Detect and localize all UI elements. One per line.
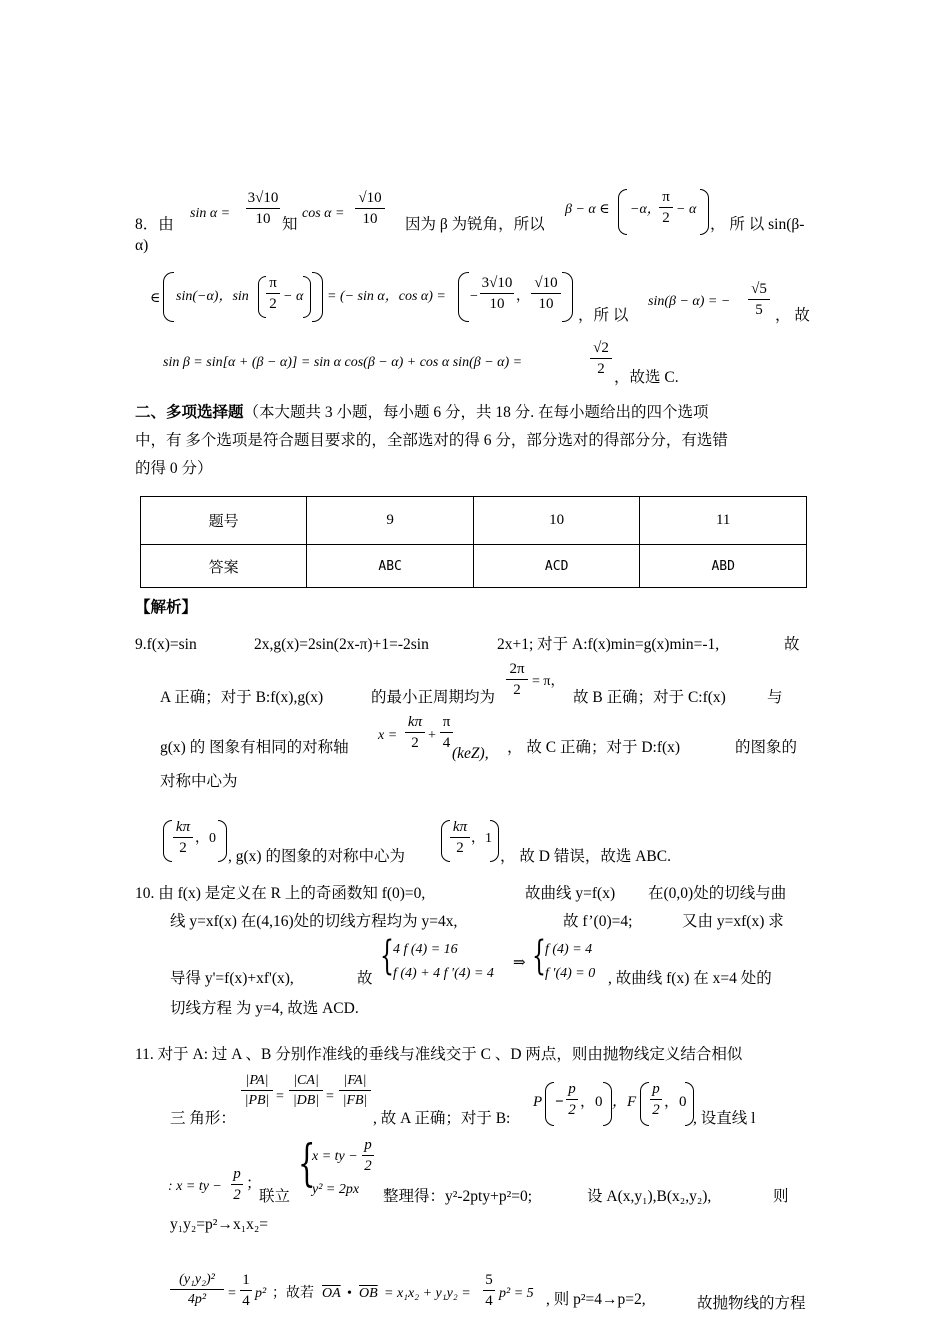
q9-axis-pi: π xyxy=(440,715,453,733)
q11-point-f-zero: ，0 xyxy=(664,1094,687,1110)
q11-x1x2-eq: = xyxy=(228,1286,236,1301)
q9-center2-kpi: kπ xyxy=(450,820,470,838)
q8-set2-frac2-den: 10 xyxy=(538,296,554,312)
q11-line5-b: , 则 p²=4→p=2, xyxy=(546,1291,646,1308)
q8-sin-alpha-num: 3√10 xyxy=(246,191,280,209)
q8-range-pi: π xyxy=(659,190,673,208)
q11-lian: 联立 xyxy=(259,1188,291,1205)
q11-quarter-den: 4 xyxy=(242,1293,250,1309)
q11-line3-c: 设 A(x,y₁),B(x₂,y₂), xyxy=(587,1188,712,1205)
q11-p2-eq-5: p² = 5 xyxy=(499,1286,534,1301)
q9-axis-kez: (keZ), xyxy=(452,745,489,762)
table-header-cell: 11 xyxy=(640,497,807,545)
q11-point-p-num: p xyxy=(566,1082,578,1100)
q11-x1x2-num: (y₁y₂)² xyxy=(170,1273,224,1290)
q10-line2-a: 线 y=xf(x) 在(4,16)处的切线方程均为 y=4x, xyxy=(170,913,458,930)
q10-line2-b: 故 f’(0)=4; xyxy=(563,913,633,930)
q11-line3-d: 则 xyxy=(773,1188,789,1205)
table-answer-cell: ABD xyxy=(640,545,807,588)
q8-sin-beta-alpha-fraction xyxy=(748,282,770,318)
q10-line1-a: 10. 由 f(x) 是定义在 R 上的奇函数知 f(0)=0, xyxy=(135,885,426,902)
q9-center2-right-paren xyxy=(490,820,499,862)
q11-point-p-fraction xyxy=(566,1082,578,1118)
q8-range-two: 2 xyxy=(662,210,670,226)
q8-in-symbol: ∈ xyxy=(150,291,161,306)
q11-line-eq-num: p xyxy=(231,1167,243,1185)
q8-cos-alpha-den: 10 xyxy=(362,211,378,227)
q11-line5-c: 故抛物线的方程 xyxy=(697,1295,806,1312)
q10-line1-c: 在(0,0)处的切线与曲 xyxy=(648,885,787,902)
q11-point-p-right-paren xyxy=(603,1082,612,1126)
q8-sin-beta-den: 2 xyxy=(597,361,605,377)
q11-vector-ob: $\overline{OB}$ xyxy=(359,1286,378,1301)
q10-system2-row1: f (4) = 4 xyxy=(545,942,593,957)
q11-ratio-eq2: = xyxy=(326,1089,334,1104)
table-header-cell: 9 xyxy=(307,497,474,545)
q9-axis-two: 2 xyxy=(411,735,419,751)
q11-ratio-fa-fb xyxy=(339,1074,371,1108)
q10-system1-row2: f (4) + 4 f ′(4) = 4 xyxy=(393,966,494,981)
q8-set2-frac1-num: 3√10 xyxy=(480,276,514,294)
q11-gu-ruo: ；故若 xyxy=(272,1286,314,1301)
q8-sin-alpha: sin α = xyxy=(190,206,231,221)
q11-ratio-db: |DB| xyxy=(292,1093,320,1108)
q8-zhi: 知 xyxy=(282,216,298,233)
q11-ratio-pa: |PA| xyxy=(241,1074,273,1091)
q10-line1-b: 故曲线 y=f(x) xyxy=(525,885,616,902)
answer-table xyxy=(140,496,807,588)
q11-semicolon: ； xyxy=(246,1175,262,1192)
q11-point-f-num: p xyxy=(650,1082,662,1100)
q11-line2-b: , 故 A 正确；对于 B: xyxy=(373,1110,511,1127)
table-answer-cell: ACD xyxy=(473,545,640,588)
q11-point-f: ，F xyxy=(612,1094,637,1110)
q9-center2-left-paren xyxy=(441,820,450,862)
table-answer-cell: ABC xyxy=(307,545,474,588)
q10-system2-brace: { xyxy=(532,933,546,979)
q11-ratio-fb: |FB| xyxy=(342,1093,368,1108)
q11-system-row2: y² = 2px xyxy=(312,1182,360,1197)
q11-dot-expression: = x₁x₂ + y₁y₂ = xyxy=(384,1286,471,1301)
q10-system2-row2: f ′(4) = 0 xyxy=(545,966,596,981)
q10-implies-arrow: ⇒ xyxy=(513,955,526,971)
q9-line2-b: 的最小正周期均为 xyxy=(371,689,496,706)
q8-range-left-paren xyxy=(618,189,627,235)
q11-line-eq-den: 2 xyxy=(233,1187,241,1203)
q11-dot: • xyxy=(347,1286,352,1301)
q9-period-num: 2π xyxy=(506,662,528,680)
q9-center1-fraction xyxy=(173,820,193,856)
q11-five-den: 4 xyxy=(485,1293,493,1309)
q8-range-minus-alpha: − α xyxy=(676,202,697,217)
q11-line2-a: 三 角形： xyxy=(170,1110,236,1127)
q8-because: 因为 β 为锐角，所以 xyxy=(405,216,545,233)
q8-sin-beta-alpha-den: 5 xyxy=(755,302,763,318)
q10-system1-brace: { xyxy=(380,933,394,979)
q9-center1-two: 2 xyxy=(179,840,187,856)
q9-line2-c: 故 B 正确；对于 C:f(x) xyxy=(573,689,726,706)
q9-line5-b: ， 故 D 错误，故选 ABC. xyxy=(500,848,671,865)
q8-cos-alpha-num: √10 xyxy=(355,191,385,209)
answer-table-header-row xyxy=(141,497,807,545)
q9-center1-left-paren xyxy=(163,820,172,862)
q9-axis-plus: + xyxy=(428,728,436,743)
q8-set-pi-half xyxy=(266,276,280,312)
q9-center1-kpi: kπ xyxy=(173,820,193,838)
q8-set-eq: = (− sin α，cos α) = xyxy=(327,289,446,304)
q11-system-row1-den: 2 xyxy=(364,1158,372,1174)
q11-line-eq-fraction xyxy=(231,1167,243,1203)
table-answer-cell: 答案 xyxy=(141,545,307,588)
q8-set2-right-paren xyxy=(562,272,573,322)
q8-set-minus-alpha: − α xyxy=(283,289,304,304)
q11-point-f-fraction xyxy=(650,1082,662,1118)
q8-sin-alpha-fraction xyxy=(246,191,280,227)
section2-line3: 的得 0 分） xyxy=(135,460,213,477)
q8-sin-alpha-den: 10 xyxy=(255,211,271,227)
q8-set2-comma: ， xyxy=(516,289,530,304)
q11-point-f-left-paren xyxy=(640,1082,649,1126)
q9-center-one: ，1 xyxy=(471,831,492,846)
q10-line3-c: , 故曲线 f(x) 在 x=4 处的 xyxy=(608,970,772,987)
q11-ratio-pa-pb xyxy=(241,1074,273,1108)
q8-set2-left-paren xyxy=(458,272,469,322)
q11-point-p-zero: ，0 xyxy=(580,1094,603,1110)
q11-x1x2-fraction xyxy=(170,1273,224,1307)
q9-line1-c: 2x+1; 对于 A:f(x)min=g(x)min=-1, xyxy=(497,636,720,653)
q8-choose: ，故选 C. xyxy=(614,369,679,386)
q8-sin-beta-expression: sin β = sin[α + (β − α)] = sin α cos(β − α) + cos α sin(β − α) = xyxy=(163,355,523,370)
q8-cos-alpha: cos α = xyxy=(302,206,345,221)
q9-period-fraction xyxy=(506,662,528,698)
q8-so: ， 所 以 sin(β- xyxy=(710,216,805,233)
q11-line4: y₁y₂=p²→x₁x₂= xyxy=(170,1216,268,1233)
q8-so2: ，所 以 xyxy=(578,307,629,324)
q9-axis-x: x = xyxy=(378,728,398,743)
answer-table-answer-row xyxy=(141,545,807,588)
q11-quarter-fraction xyxy=(240,1273,252,1309)
q11-line1: 11. 对于 A: 过 A 、B 分别作准线的垂线与准线交于 C 、D 两点，则由抛物线定义结合相似 xyxy=(135,1046,743,1063)
q8-set-left-paren xyxy=(163,272,174,322)
q9-axis-kpi-fraction xyxy=(405,715,425,751)
q8-number: 8．由 xyxy=(135,216,174,233)
q9-line5-a: , g(x) 的图象的对称中心为 xyxy=(228,848,405,865)
q8-sin-beta-num: √2 xyxy=(590,341,612,359)
q9-line1-a: 9.f(x)=sin xyxy=(135,636,197,653)
q11-line2-c: , 设直线 l xyxy=(693,1110,756,1127)
q11-point-p-minus: − xyxy=(555,1094,564,1110)
q8-set-inner-right-paren xyxy=(303,276,311,318)
table-header-cell: 10 xyxy=(473,497,640,545)
q11-system-row1: x = ty − xyxy=(312,1149,358,1164)
q9-line2-a: A 正确；对于 B:f(x),g(x) xyxy=(160,689,324,706)
analysis-heading: 【解析】 xyxy=(135,599,198,616)
section2-line1 xyxy=(135,405,709,421)
q8-cos-alpha-fraction xyxy=(355,191,385,227)
q11-point-p-den: 2 xyxy=(568,1102,576,1118)
q8-set2-frac2-num: √10 xyxy=(531,276,561,294)
q11-ratio-fa: |FA| xyxy=(339,1074,371,1091)
section2-line1-rest: （本大题共 3 小题，每小题 6 分，共 18 分. 在每小题给出的四个选项 xyxy=(243,404,709,421)
q11-line3-b: 整理得：y²-2pty+p²=0; xyxy=(383,1188,533,1205)
q9-line3-a: g(x) 的 图象有相同的对称轴 xyxy=(160,739,349,756)
q8-set-right-paren xyxy=(312,272,323,322)
q11-vector-oa: $\overline{OA}$ xyxy=(322,1286,341,1301)
q8-set2-frac2 xyxy=(531,276,561,312)
q11-five-quarters-fraction xyxy=(483,1273,495,1309)
q9-line4: 对称中心为 xyxy=(160,773,238,790)
q11-point-p: P xyxy=(533,1094,543,1110)
q8-range-lhs: β − α ∈ xyxy=(565,202,610,217)
q8-set-two: 2 xyxy=(269,296,277,312)
q10-line2-c: 又由 y=xf(x) 求 xyxy=(682,913,784,930)
q10-line3-a: 导得 y'=f(x)+xf'(x), xyxy=(170,970,294,987)
q9-line3-b: ， 故 C 正确；对于 D:f(x) xyxy=(507,739,681,756)
q9-center2-fraction xyxy=(450,820,470,856)
q9-line2-d: 与 xyxy=(767,689,783,706)
q9-line1-d: 故 xyxy=(784,636,800,653)
q9-line3-c: 的图象的 xyxy=(735,739,798,756)
section2-title: 二、多项选择题 xyxy=(135,404,244,421)
q11-ratio-ca-db xyxy=(289,1074,323,1108)
q9-period-den: 2 xyxy=(513,682,521,698)
q8-range-right-paren xyxy=(700,189,709,235)
q8-alpha-cont: α) xyxy=(135,237,149,254)
q8-range-inner: −α， xyxy=(630,202,661,217)
q11-p-squared: p² xyxy=(255,1286,267,1301)
q9-center2-two: 2 xyxy=(456,840,464,856)
q11-point-f-den: 2 xyxy=(652,1102,660,1118)
q11-ratio-eq1: = xyxy=(276,1089,284,1104)
q10-system1-row1: 4 f (4) = 16 xyxy=(393,942,458,957)
q11-ratio-ca: |CA| xyxy=(289,1074,323,1091)
q9-center-zero: ，0 xyxy=(195,831,216,846)
q11-x1x2-den: 4p² xyxy=(187,1292,207,1307)
q11-system-row1-fraction xyxy=(362,1138,374,1174)
q11-point-p-left-paren xyxy=(545,1082,554,1126)
q8-sin-beta-alpha-num: √5 xyxy=(748,282,770,300)
q11-system-row1-num: p xyxy=(362,1138,374,1156)
q11-five-num: 5 xyxy=(483,1273,495,1291)
q8-range-pi-half xyxy=(659,190,673,226)
q8-set-inner: sin(−α)，sin xyxy=(176,289,249,304)
q8-set2-neg: − xyxy=(470,289,478,304)
q8-set2-frac1 xyxy=(480,276,514,312)
q11-line-eq: : x = ty − xyxy=(168,1179,222,1194)
q8-set-inner-left-paren xyxy=(258,276,266,318)
q8-sin-beta-alpha: sin(β − α) = − xyxy=(648,294,731,309)
q8-set2-frac1-den: 10 xyxy=(489,296,505,312)
section2-line2: 中，有 多个选项是符合题目要求的，全部选对的得 6 分，部分选对的得部分分，有选错 xyxy=(135,432,728,449)
q11-system-brace: { xyxy=(298,1134,316,1192)
q9-line1-b: 2x,g(x)=2sin(2x-π)+1=-2sin xyxy=(254,636,429,653)
q9-axis-four: 4 xyxy=(442,735,451,751)
q9-axis-kpi: kπ xyxy=(405,715,425,733)
q11-ratio-pb: |PB| xyxy=(244,1093,270,1108)
table-header-cell: 题号 xyxy=(141,497,307,545)
q11-quarter-num: 1 xyxy=(240,1273,252,1291)
q10-line4: 切线方程 为 y=4, 故选 ACD. xyxy=(170,1000,359,1017)
q8-sin-beta-fraction xyxy=(590,341,612,377)
q9-period-eq: = π， xyxy=(532,674,565,689)
q10-line3-b: 故 xyxy=(357,970,373,987)
q8-comma-gu: ， 故 xyxy=(775,307,810,324)
q8-set-pi: π xyxy=(266,276,280,294)
q9-center1-right-paren xyxy=(218,820,227,862)
